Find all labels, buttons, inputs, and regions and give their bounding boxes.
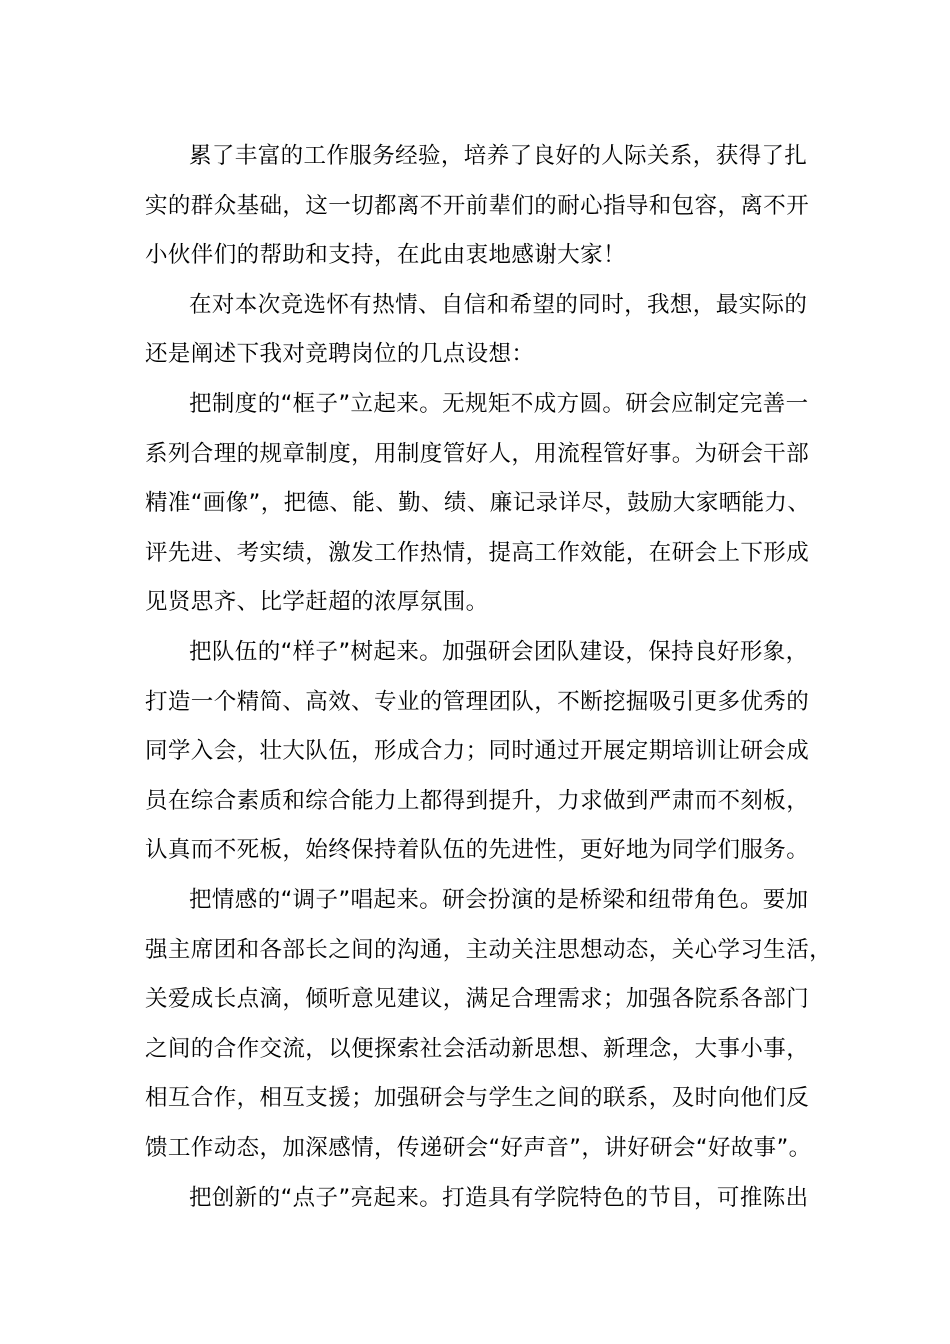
text-line: 系列合理的规章制度，用制度管好人，用流程管好事。为研会干部 <box>145 441 810 467</box>
text-line: 小伙伴们的帮助和支持，在此由衷地感谢大家！ <box>145 242 626 268</box>
text-line: 评先进、考实绩，激发工作热情，提高工作效能，在研会上下形成 <box>145 540 810 566</box>
text-line: 关爱成长点滴，倾听意见建议，满足合理需求；加强各院系各部门 <box>145 986 810 1012</box>
text-line: 实的群众基础，这一切都离不开前辈们的耐心指导和包容，离不开 <box>145 193 810 219</box>
text-line: 精准“画像”，把德、能、勤、绩、廉记录详尽，鼓励大家晒能力、 <box>145 490 811 516</box>
text-line: 累了丰富的工作服务经验，培养了良好的人际关系，获得了扎 <box>189 143 808 169</box>
text-line: 强主席团和各部长之间的沟通，主动关注思想动态，关心学习生活， <box>145 937 833 963</box>
text-line: 把创新的“点子”亮起来。打造具有学院特色的节目，可推陈出 <box>189 1185 809 1211</box>
text-line: 馈工作动态，加深感情，传递研会“好声音”，讲好研会“好故事”。 <box>145 1135 812 1161</box>
text-line: 相互合作，相互支援；加强研会与学生之间的联系，及时向他们反 <box>145 1085 810 1111</box>
text-line: 把情感的“调子”唱起来。研会扮演的是桥梁和纽带角色。要加 <box>189 887 809 913</box>
text-line: 在对本次竞选怀有热情、自信和希望的同时，我想，最实际的 <box>189 292 808 318</box>
text-line: 还是阐述下我对竞聘岗位的几点设想： <box>145 341 535 367</box>
text-line: 员在综合素质和综合能力上都得到提升，力求做到严肃而不刻板， <box>145 788 810 814</box>
text-line: 认真而不死板，始终保持着队伍的先进性，更好地为同学们服务。 <box>145 837 810 863</box>
text-line: 同学入会，壮大队伍，形成合力；同时通过开展定期培训让研会成 <box>145 738 810 764</box>
text-line: 把制度的“框子”立起来。无规矩不成方圆。研会应制定完善一 <box>189 391 809 417</box>
text-line: 之间的合作交流，以便探索社会活动新思想、新理念，大事小事， <box>145 1036 810 1062</box>
text-line: 把队伍的“样子”树起来。加强研会团队建设，保持良好形象， <box>189 639 809 665</box>
text-line: 见贤思齐、比学赶超的浓厚氛围。 <box>145 589 489 615</box>
text-line: 打造一个精简、高效、专业的管理团队，不断挖掘吸引更多优秀的 <box>145 689 810 715</box>
